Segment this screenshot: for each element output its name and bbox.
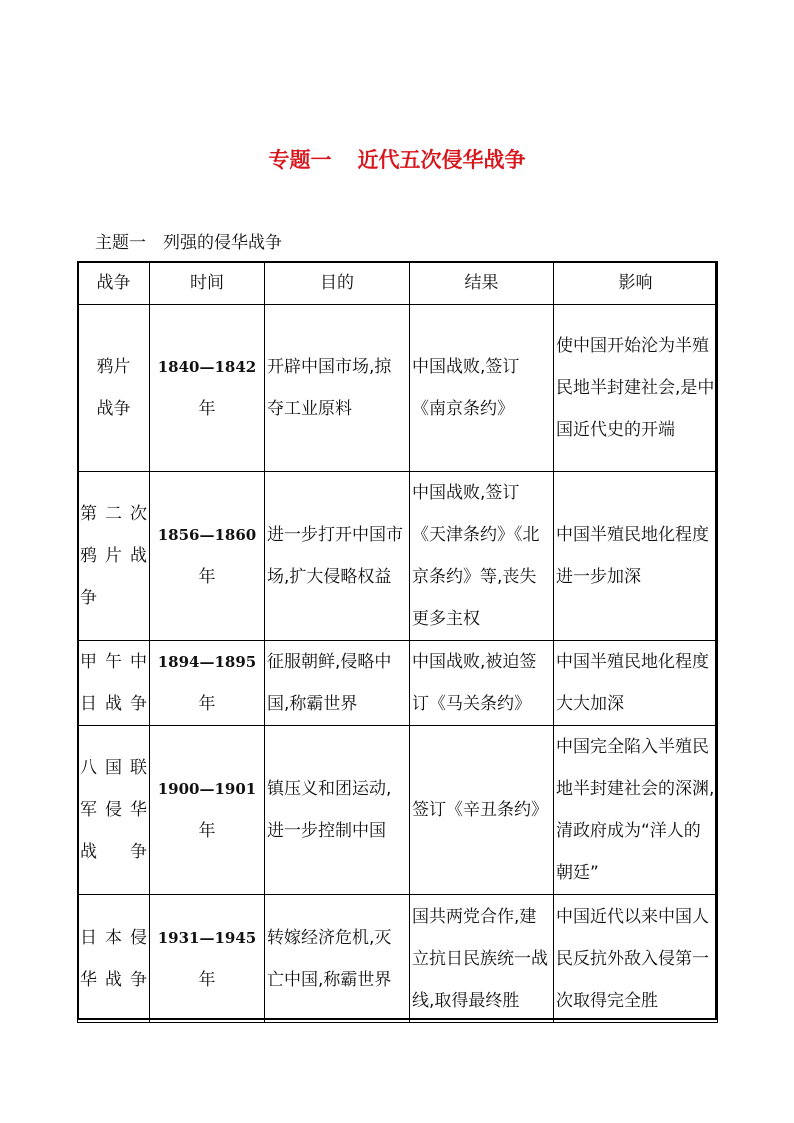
impact-cell: 中国半殖民地化程度大大加深 — [554, 641, 718, 726]
impact-cell: 中国半殖民地化程度进一步加深 — [554, 472, 718, 641]
purpose-cell: 转嫁经济危机,灭亡中国,称霸世界 — [265, 895, 410, 1023]
title-part2: 近代五次侵华战争 — [357, 148, 526, 172]
result-cell: 中国战败,被迫签订《马关条约》 — [410, 641, 554, 726]
header-purpose: 目的 — [265, 262, 410, 305]
time-cell: 1931—1945 年 — [150, 895, 265, 1023]
impact-cell: 中国完全陷入半殖民地半封建社会的深渊,清政府成为“洋人的朝廷” — [554, 726, 718, 895]
result-cell: 国共两党合作,建立抗日民族统一战线,取得最终胜 — [410, 895, 554, 1023]
result-cell: 签订《辛丑条约》 — [410, 726, 554, 895]
header-time: 时间 — [150, 262, 265, 305]
purpose-cell: 镇压义和团运动,进一步控制中国 — [265, 726, 410, 895]
purpose-cell: 进一步打开中国市场,扩大侵略权益 — [265, 472, 410, 641]
time-cell: 1856—1860 年 — [150, 472, 265, 641]
war-cell: 甲午中日战争 — [78, 641, 150, 726]
header-war: 战争 — [78, 262, 150, 305]
table-row — [78, 641, 718, 726]
table-header-row — [78, 262, 718, 305]
page-title — [0, 144, 794, 174]
table-row — [78, 726, 718, 895]
time-cell: 1894—1895 年 — [150, 641, 265, 726]
result-cell: 中国战败,签订《南京条约》 — [410, 305, 554, 472]
war-cell: 鸦片战争 — [78, 305, 150, 472]
impact-cell: 中国近代以来中国人民反抗外敌入侵第一次取得完全胜 — [554, 895, 718, 1023]
table-row — [78, 895, 718, 1023]
purpose-cell: 开辟中国市场,掠夺工业原料 — [265, 305, 410, 472]
wars-table — [77, 261, 718, 1023]
time-cell: 1900—1901 年 — [150, 726, 265, 895]
purpose-cell: 征服朝鲜,侵略中国,称霸世界 — [265, 641, 410, 726]
table-row — [78, 472, 718, 641]
header-impact: 影响 — [554, 262, 718, 305]
impact-cell: 使中国开始沦为半殖民地半封建社会,是中国近代史的开端 — [554, 305, 718, 472]
title-part1: 专题一 — [268, 148, 332, 172]
time-cell: 1840—1842 年 — [150, 305, 265, 472]
war-cell: 第二次鸦片战争 — [78, 472, 150, 641]
table-row — [78, 305, 718, 472]
header-result: 结果 — [410, 262, 554, 305]
war-cell: 日本侵华战争 — [78, 895, 150, 1023]
result-cell: 中国战败,签订《天津条约》《北京条约》等,丧失更多主权 — [410, 472, 554, 641]
war-cell: 八国联军侵华战争 — [78, 726, 150, 895]
section-subtitle: 主题一 列强的侵华战争 — [95, 233, 282, 253]
